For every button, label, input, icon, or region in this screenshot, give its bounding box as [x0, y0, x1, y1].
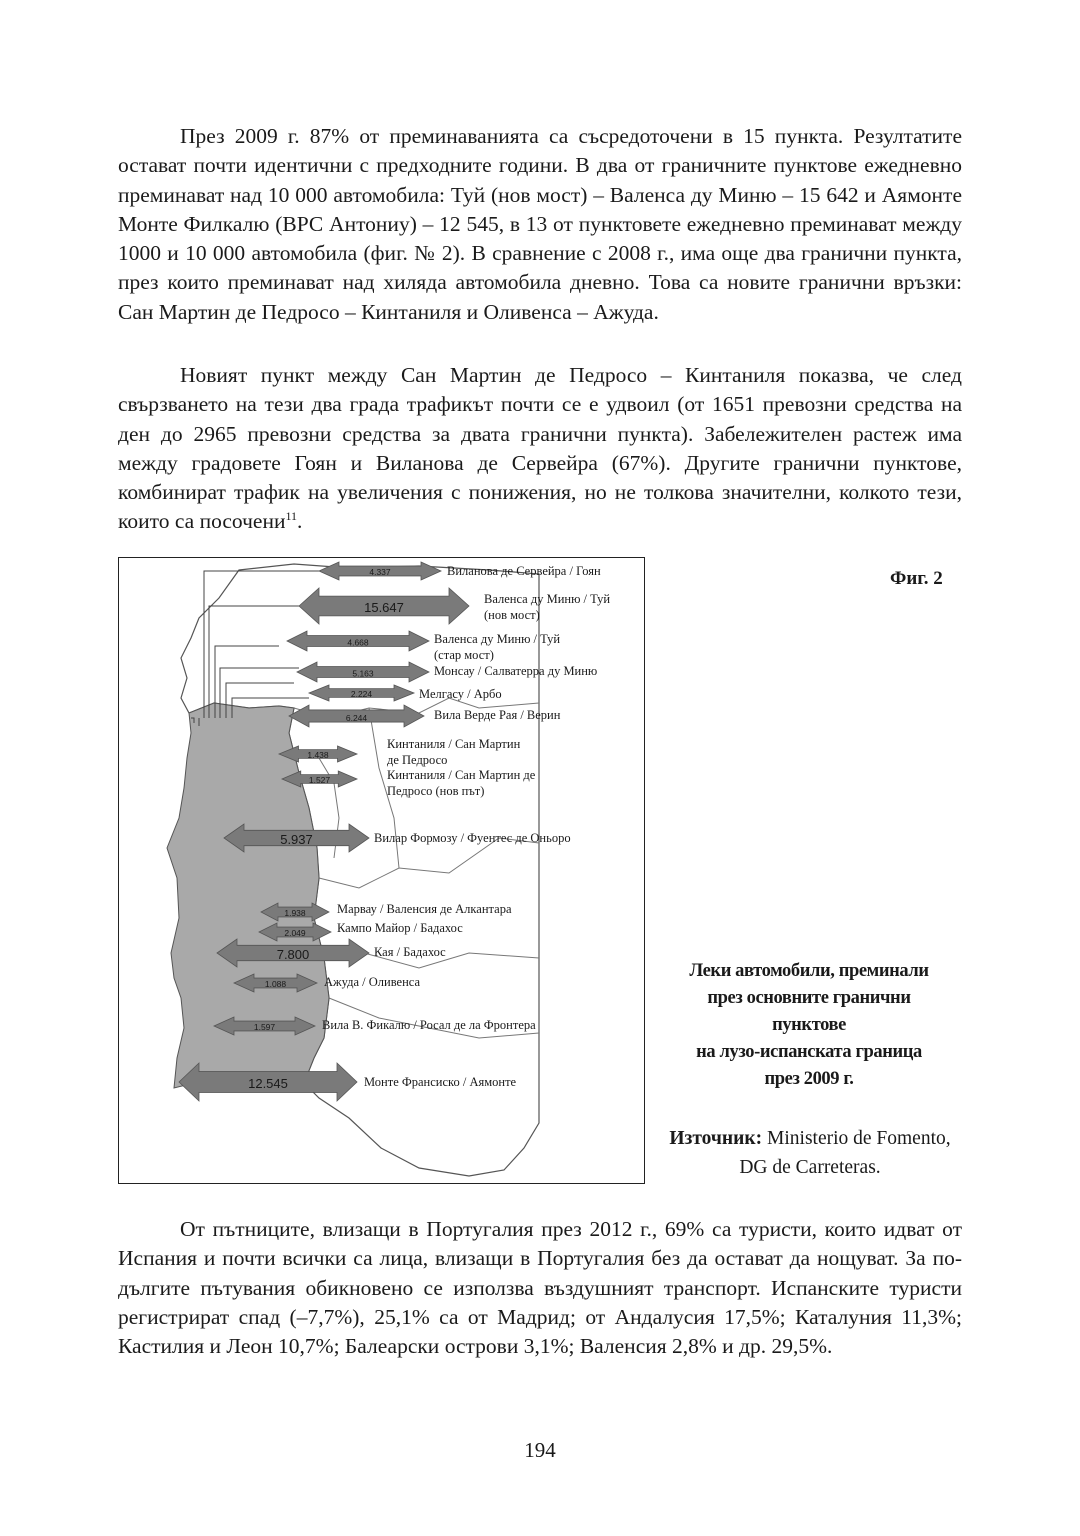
crossing-value: 12.545	[248, 1075, 288, 1091]
crossing-value: 5.937	[280, 831, 313, 847]
crossing-label: Валенса ду Миню / Туй	[434, 632, 561, 646]
crossing-value: 4.337	[369, 567, 391, 578]
crossing-label: Монте Франсиско / Аямонте	[364, 1075, 517, 1089]
figure-number: Фиг. 2	[890, 568, 943, 589]
caption-line: пунктове	[772, 1015, 846, 1035]
paragraph-1: През 2009 г. 87% от преминаванията са съсредоточени в 15 пункта. Резултатите остават почти идентични с предходните години. В два от граничните пунктове ежедневно преминават над 10 000 автомобила: Туй (нов мост) – Валенса ду Миню – 15 642 и Аямонте Монте Филкалю (ВРС Антониу) – 12 545, в 13 от пунктовете ежедневно преминават между 1000 и 10 000 автомобила (фиг. № 2). В сравнение с 2008 г., има още два гранични пункта, през които преминават над хиляда автомобила дневно. Това са новите гранични връзки: Сан Мартин де Педросо – Кинтаниля и Оливенса – Ажуда.	[118, 124, 962, 324]
crossing-label: де Педросо	[387, 753, 448, 767]
crossing-label: Валенса ду Миню / Туй	[484, 592, 611, 606]
footnote-ref: 11	[285, 509, 298, 524]
crossing-label: Педросо (нов път)	[387, 784, 485, 798]
crossing-label: Кая / Бадахос	[374, 945, 446, 959]
crossing-value: 2.049	[284, 928, 306, 939]
crossing-label: Монсау / Салватерра ду Миню	[434, 664, 598, 678]
crossing-value: 4.668	[347, 637, 369, 648]
source-text: Ministerio de Fomento, DG de Carreteras.	[739, 1128, 951, 1178]
crossing-value: 7.800	[276, 946, 310, 962]
caption-line: през основните гранични	[707, 988, 911, 1008]
crossing-label: Вила Верде Рая / Верин	[434, 708, 561, 722]
crossing-label: Вила В. Фикалю / Росал де ла Фронтера	[322, 1018, 536, 1032]
crossing-value: 6.244	[345, 712, 368, 723]
figure-caption	[650, 958, 968, 1093]
crossing-value: 5.163	[352, 668, 374, 679]
crossing-label: Марвау / Валенсия де Алкантара	[337, 902, 512, 916]
paragraph-2-text: Новият пункт между Сан Мартин де Педросо – Кинтаниля показва, че след свързването на тези два града трафикът почти се е удвоил (от 1651 превозни средства на ден до 2965 превозни средства за двата гранични пункта). Забележителен растеж има между градовете Гоян и Виланова де Сервейра (67%). Другите гранични пунктове, комбинират трафик на увеличения с понижения, но не толкова значителни, колкото тези, които са посочени	[118, 363, 962, 534]
crossing-label: Ажуда / Оливенса	[324, 975, 421, 989]
crossing-value: 1.088	[264, 979, 287, 990]
crossing-label: Виланова де Сервейра / Гоян	[447, 564, 601, 578]
crossing-label: (стар мост)	[434, 648, 494, 662]
crossing-label: Кинтаниля / Сан Мартин де	[387, 768, 536, 782]
crossing-value: 1.438	[307, 749, 329, 760]
caption-line: на лузо-испанската граница	[696, 1042, 922, 1062]
crossing-value: 15.647	[364, 599, 404, 615]
crossing-value: 2.224	[350, 688, 373, 699]
crossing-value: 1.597	[253, 1022, 276, 1033]
figure-source	[660, 1124, 960, 1182]
crossing-value: 1.938	[284, 908, 306, 919]
caption-line: през 2009 г.	[764, 1069, 854, 1089]
caption-line: Леки автомобили, преминали	[689, 961, 929, 981]
crossing-label: Кампо Майор / Бадахос	[337, 921, 463, 935]
crossing-value: 1.527	[308, 774, 331, 785]
crossing-label: (нов мост)	[484, 608, 540, 622]
paragraph-2	[118, 361, 962, 537]
paragraph-3: От пътниците, влизащи в Португалия през 2012 г., 69% са туристи, които идват от Испания и почти всички са лица, влизащи в Португалия без да остават да нощуват. За по-дългите пътувания обикновено се използва въздушният транспорт. Испанските туристи регистрират спад (–7,7%), 25,1% са от Мадрид; от Андалусия 17,5%; Каталуния 11,3%; Кастилия и Леон 10,7%; Балеарски острови 3,1%; Валенсия 2,8% и др. 29,5%.	[118, 1217, 962, 1359]
border-crossings-map	[119, 558, 646, 1185]
crossing-label: Кинтаниля / Сан Мартин	[387, 737, 521, 751]
crossing-label: Вилар Формозу / Фуентес де Оньоро	[374, 831, 571, 845]
figure-map	[118, 557, 645, 1184]
source-label: Източник:	[669, 1128, 763, 1149]
page-number: 194	[524, 1438, 556, 1462]
crossing-label: Мелгасу / Арбо	[419, 687, 502, 701]
paragraph-2-end: .	[297, 509, 303, 534]
